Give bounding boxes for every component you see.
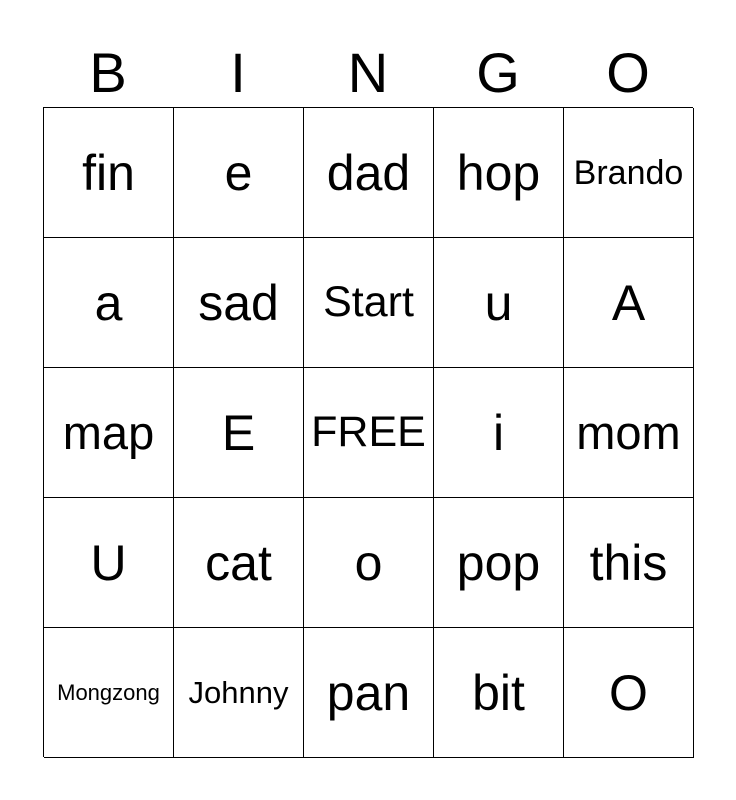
bingo-cell: Start [304,238,434,368]
header-letter-i: I [230,41,246,104]
bingo-cell: map [44,368,174,498]
bingo-cell: this [564,498,694,628]
header-letter-o: O [606,41,650,104]
bingo-cell: Mongzong [44,628,174,758]
bingo-card [43,107,693,757]
bingo-cell: cat [174,498,304,628]
bingo-cell: u [434,238,564,368]
bingo-cell: fin [44,108,174,238]
header-letter-g: G [476,41,520,104]
bingo-header [43,40,693,106]
free-space: FREE [304,368,434,498]
header-letter-n: N [347,41,389,104]
bingo-cell: dad [304,108,434,238]
bingo-cell: a [44,238,174,368]
bingo-cell: Brando [564,108,694,238]
bingo-cell: mom [564,368,694,498]
bingo-cell: hop [434,108,564,238]
bingo-cell: Johnny [174,628,304,758]
bingo-cell: O [564,628,694,758]
bingo-cell: bit [434,628,564,758]
bingo-cell: U [44,498,174,628]
bingo-cell: pop [434,498,564,628]
header-letter-b: B [89,41,127,104]
bingo-cell: e [174,108,304,238]
bingo-cell: i [434,368,564,498]
bingo-cell: pan [304,628,434,758]
bingo-cell: o [304,498,434,628]
bingo-cell: A [564,238,694,368]
bingo-cell: E [174,368,304,498]
bingo-cell: sad [174,238,304,368]
